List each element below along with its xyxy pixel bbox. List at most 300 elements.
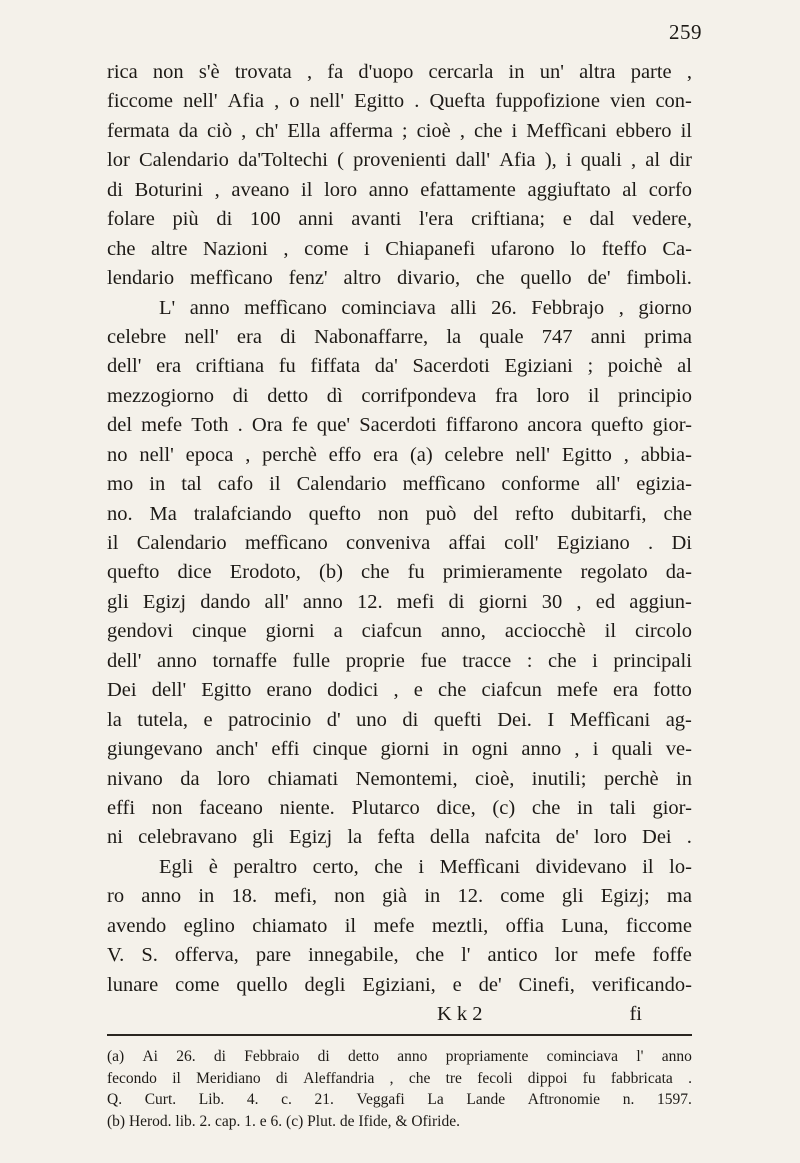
word: mefi bbox=[396, 590, 435, 613]
word: all' bbox=[595, 473, 621, 496]
word: ch' bbox=[255, 119, 279, 142]
word: già bbox=[382, 885, 408, 908]
word: de' bbox=[478, 973, 502, 996]
word: V. bbox=[107, 944, 125, 967]
word: provenienti bbox=[353, 149, 447, 172]
footnote-line bbox=[107, 1089, 692, 1111]
word: cominciava bbox=[341, 296, 436, 319]
footnote-word: che bbox=[408, 1069, 431, 1087]
word: ro bbox=[107, 885, 125, 908]
text-line bbox=[107, 912, 692, 941]
text-line bbox=[107, 264, 692, 293]
word: Afia bbox=[499, 149, 536, 172]
word: giungevano bbox=[107, 738, 203, 761]
word: , bbox=[274, 90, 280, 113]
footnote-line bbox=[107, 1068, 692, 1090]
word: pare bbox=[255, 944, 292, 967]
word: cioè, bbox=[475, 767, 515, 790]
word: i bbox=[592, 738, 599, 761]
word: no. bbox=[107, 502, 133, 525]
word: non bbox=[334, 885, 365, 908]
word: ficcome bbox=[107, 90, 174, 113]
text-line bbox=[107, 87, 692, 116]
text-line bbox=[107, 58, 692, 87]
word: . bbox=[237, 414, 243, 437]
word: , bbox=[630, 149, 637, 172]
text-line bbox=[107, 294, 692, 323]
text-line bbox=[107, 706, 692, 735]
footnote-word: fu bbox=[582, 1069, 596, 1087]
word: conveniva bbox=[346, 532, 431, 554]
word: anni bbox=[590, 325, 626, 348]
footnote-word: La bbox=[427, 1091, 444, 1108]
footnote-word: Q. bbox=[107, 1091, 123, 1108]
word: da bbox=[180, 767, 200, 790]
word: Nazioni bbox=[202, 237, 268, 260]
word: dì bbox=[326, 384, 343, 407]
word: certo, bbox=[312, 855, 359, 878]
footnote-word: 1597. bbox=[656, 1091, 692, 1108]
footnote-word: Aleffandria bbox=[303, 1069, 375, 1087]
word: 100 bbox=[249, 208, 281, 231]
word: Egiziani, bbox=[362, 973, 436, 996]
footnote-word: . bbox=[688, 1069, 692, 1087]
word: era bbox=[156, 355, 182, 378]
word: Ca- bbox=[662, 237, 692, 260]
word: di bbox=[280, 325, 297, 348]
word: I bbox=[547, 708, 555, 731]
word: effi bbox=[271, 738, 300, 761]
word: : bbox=[526, 649, 533, 672]
word: Meffìcani bbox=[526, 119, 607, 142]
word: ag- bbox=[665, 708, 692, 731]
footnote-word: 26. bbox=[176, 1048, 196, 1065]
word: ed bbox=[595, 590, 616, 613]
footnotes bbox=[107, 1046, 692, 1132]
word: in bbox=[424, 885, 441, 908]
word: o bbox=[289, 90, 300, 113]
word: il bbox=[107, 532, 119, 554]
footnote-word: tre bbox=[445, 1069, 462, 1087]
word: criftiana; bbox=[471, 208, 546, 231]
word: Febbrajo bbox=[531, 296, 605, 319]
word: di bbox=[402, 708, 419, 731]
word: in bbox=[442, 738, 459, 761]
footnote-word: Lande bbox=[466, 1091, 506, 1108]
word: (a) bbox=[409, 443, 433, 466]
word: conforme bbox=[501, 473, 580, 496]
word: giorno bbox=[638, 296, 692, 319]
footnote-word: fabbricata bbox=[610, 1069, 673, 1087]
footnote-word: dippoi bbox=[527, 1069, 568, 1087]
word: corfo bbox=[648, 178, 692, 201]
word: tracce bbox=[462, 649, 512, 672]
word: gendovi bbox=[107, 620, 174, 643]
text-line bbox=[107, 117, 692, 146]
text-line bbox=[107, 500, 692, 529]
word: più bbox=[172, 208, 199, 231]
word: dal bbox=[589, 208, 615, 231]
footnote-line: (b) Herod. lib. 2. cap. 1. e 6. (c) Plut. de Ifide, & Ofiride. bbox=[107, 1112, 460, 1130]
word: all' bbox=[264, 590, 289, 613]
word: inutili; bbox=[531, 767, 587, 790]
footnote-word: (a) bbox=[107, 1048, 125, 1065]
word: chiamato bbox=[252, 914, 328, 937]
word: , bbox=[245, 443, 251, 466]
text-line bbox=[107, 470, 692, 499]
word: era bbox=[613, 679, 639, 702]
word: quello bbox=[236, 973, 288, 996]
word: dubitarfi, bbox=[570, 502, 647, 525]
word: faceano bbox=[199, 796, 263, 819]
text-line bbox=[107, 735, 692, 764]
word: , bbox=[623, 443, 629, 466]
word: detto bbox=[267, 384, 309, 407]
word: di bbox=[448, 590, 465, 613]
word: lor bbox=[554, 944, 578, 967]
footnote-word: di bbox=[317, 1048, 330, 1065]
word: al bbox=[645, 149, 661, 172]
word: nell' bbox=[183, 90, 218, 113]
word: la bbox=[446, 325, 462, 348]
word: non bbox=[152, 61, 184, 83]
word: tralafciando bbox=[193, 502, 292, 525]
word: in bbox=[508, 61, 525, 83]
word: gior- bbox=[652, 414, 692, 437]
word: dividevano bbox=[535, 855, 627, 878]
word: Egitto bbox=[354, 90, 405, 113]
word: perchè bbox=[603, 767, 659, 790]
word: Egli bbox=[159, 855, 194, 878]
word: a bbox=[333, 620, 343, 643]
word: Dei. bbox=[497, 708, 532, 731]
word: che bbox=[531, 796, 561, 819]
word: da- bbox=[665, 561, 692, 584]
word: e bbox=[203, 708, 213, 731]
word: Meffìcani bbox=[439, 855, 521, 878]
word: , bbox=[283, 237, 289, 260]
word: primieramente bbox=[442, 561, 563, 584]
text-line bbox=[107, 941, 692, 970]
word: , bbox=[574, 738, 580, 761]
word: patrocinio bbox=[228, 708, 312, 731]
word: parte bbox=[630, 61, 672, 83]
word: mefe bbox=[594, 944, 636, 967]
word: fefta bbox=[377, 826, 415, 849]
word: lo bbox=[570, 237, 587, 260]
word: criftiana bbox=[195, 355, 265, 378]
word: non bbox=[151, 796, 183, 819]
text-line bbox=[107, 588, 692, 617]
word: fu bbox=[278, 355, 296, 378]
word: fteffo bbox=[601, 237, 647, 260]
text-line bbox=[107, 558, 692, 587]
word: effo bbox=[328, 443, 362, 466]
word: la bbox=[347, 826, 363, 849]
word: quali bbox=[580, 149, 622, 172]
footnote-word: Febbraio bbox=[244, 1048, 300, 1065]
word: vien bbox=[610, 90, 646, 113]
signature-mark: K k 2 bbox=[437, 1003, 483, 1025]
word: dall' bbox=[455, 149, 491, 172]
word: , bbox=[214, 178, 220, 201]
word: e bbox=[452, 973, 462, 996]
word: anno bbox=[157, 649, 197, 672]
word: chiamati bbox=[267, 767, 339, 790]
word: ve- bbox=[665, 738, 692, 761]
word: quefto bbox=[591, 414, 644, 437]
word: di bbox=[107, 178, 123, 201]
word: ebbero bbox=[615, 119, 672, 142]
word: Plutarco bbox=[351, 796, 420, 819]
word: refto bbox=[515, 502, 554, 525]
word: fimboli. bbox=[626, 267, 692, 290]
word: . bbox=[414, 90, 420, 113]
word: mefi, bbox=[274, 885, 317, 908]
word: di bbox=[216, 208, 233, 231]
word: ciò bbox=[207, 119, 233, 142]
footnote-word: Veggafi bbox=[356, 1091, 405, 1108]
word: ficcome bbox=[625, 914, 692, 937]
text-line bbox=[107, 176, 692, 205]
word: aveano bbox=[231, 178, 290, 201]
word: tornaffe bbox=[212, 649, 277, 672]
word: ( bbox=[337, 149, 344, 172]
word: fuppofizione bbox=[495, 90, 601, 113]
text-line bbox=[107, 235, 692, 264]
text-line bbox=[107, 205, 692, 234]
word: come bbox=[500, 885, 545, 908]
word: i bbox=[565, 149, 572, 172]
word: abbia- bbox=[640, 443, 692, 466]
word: altro bbox=[343, 267, 382, 290]
footnote-word: Curt. bbox=[144, 1091, 177, 1108]
word: quali bbox=[611, 738, 653, 761]
word: anno bbox=[368, 178, 409, 201]
word: anni bbox=[298, 208, 334, 231]
word: avendo bbox=[107, 914, 167, 937]
word: loro bbox=[536, 384, 570, 407]
footnote-word: il bbox=[172, 1069, 181, 1087]
word: anch' bbox=[215, 738, 259, 761]
footnote-word: detto bbox=[348, 1048, 379, 1065]
word: che bbox=[415, 944, 445, 967]
word: dell' bbox=[107, 355, 142, 378]
footnote-word: n. bbox=[622, 1091, 635, 1108]
word: del bbox=[107, 414, 133, 437]
word: Sacerdoti bbox=[359, 414, 437, 437]
word: ni bbox=[107, 826, 123, 849]
word: fa bbox=[327, 61, 344, 83]
footnote-word: cominciava bbox=[546, 1048, 619, 1065]
word: cercarla bbox=[428, 61, 494, 83]
word: , bbox=[576, 590, 582, 613]
word: celebravano bbox=[138, 826, 238, 849]
word: meffìcano bbox=[244, 296, 327, 319]
word: lor bbox=[107, 149, 130, 172]
footnote-word: Ai bbox=[142, 1048, 158, 1065]
word: , bbox=[686, 61, 692, 83]
word: Ora bbox=[251, 414, 283, 437]
word: in bbox=[198, 885, 215, 908]
word: Egiziano bbox=[556, 532, 630, 554]
word: Sacerdoti bbox=[412, 355, 490, 378]
word: nell' bbox=[309, 90, 345, 113]
word: loro bbox=[593, 826, 627, 849]
word: d'uopo bbox=[358, 61, 414, 83]
word: d' bbox=[326, 708, 341, 731]
word: Egitto bbox=[201, 679, 252, 702]
footnote-word: Aftronomie bbox=[527, 1091, 601, 1108]
word: cafo bbox=[217, 473, 254, 496]
word: i bbox=[364, 237, 370, 260]
word: loro bbox=[217, 767, 251, 790]
word: lendario bbox=[107, 267, 175, 290]
footnote-word: di bbox=[275, 1069, 288, 1087]
word: dell' bbox=[107, 649, 142, 672]
word: L' bbox=[159, 296, 176, 319]
word: tutela, bbox=[137, 708, 188, 731]
word: e bbox=[562, 208, 572, 231]
word: Ma bbox=[149, 502, 177, 525]
word: quale bbox=[479, 325, 524, 348]
word: nafcita bbox=[484, 826, 541, 849]
footnote-word: l' bbox=[636, 1048, 644, 1065]
word: nell' bbox=[184, 325, 219, 348]
word: gli bbox=[107, 590, 129, 613]
word: un' bbox=[539, 61, 564, 83]
footnote-word: Lib. bbox=[198, 1091, 225, 1108]
word: altra bbox=[579, 61, 616, 83]
word: proprie bbox=[345, 649, 405, 672]
word: in bbox=[149, 473, 166, 496]
word: mezzogiorno bbox=[107, 384, 215, 407]
word: in bbox=[576, 796, 593, 819]
word: ancora bbox=[527, 414, 582, 437]
word: ciafcun bbox=[481, 679, 542, 702]
word: anno bbox=[302, 590, 343, 613]
word: Egiziani bbox=[504, 355, 573, 378]
word: giorni bbox=[478, 590, 528, 613]
word: trovata bbox=[234, 61, 292, 83]
word: ciafcun bbox=[361, 620, 422, 643]
word: regolato bbox=[580, 561, 648, 584]
word: dice, bbox=[436, 796, 476, 819]
word: antico bbox=[487, 944, 538, 967]
word: i bbox=[592, 649, 598, 672]
word: il bbox=[642, 855, 654, 878]
word: efattamente bbox=[420, 178, 516, 201]
word: Afia bbox=[227, 90, 265, 113]
word: no bbox=[107, 443, 128, 466]
word: come bbox=[304, 237, 349, 260]
word: al bbox=[622, 178, 638, 201]
word: il bbox=[344, 914, 357, 937]
word: quefti bbox=[433, 708, 482, 731]
footnote-word: Meridiano bbox=[196, 1069, 261, 1087]
word: mefe bbox=[556, 679, 598, 702]
footnote-word: 21. bbox=[314, 1091, 334, 1108]
word: dell' bbox=[151, 679, 187, 702]
word: fe bbox=[291, 414, 308, 437]
word: 747 bbox=[541, 325, 573, 348]
word: mefe bbox=[373, 914, 415, 937]
word: loro bbox=[324, 178, 358, 201]
word: fulle bbox=[292, 649, 331, 672]
word: rica bbox=[107, 61, 138, 83]
word: l' bbox=[461, 944, 471, 967]
word: principali bbox=[613, 649, 692, 672]
word: egizia- bbox=[636, 473, 692, 496]
word: circolo bbox=[635, 620, 692, 643]
word: era bbox=[373, 443, 399, 466]
word: peraltro bbox=[233, 855, 298, 878]
word: vedere, bbox=[632, 208, 692, 231]
word: . bbox=[686, 826, 692, 849]
word: da'Toltechi bbox=[238, 149, 328, 172]
text-line bbox=[107, 617, 692, 646]
word: innegabile, bbox=[308, 944, 399, 967]
word: meztli, bbox=[431, 914, 489, 937]
text-line bbox=[107, 647, 692, 676]
word: Quefta bbox=[429, 90, 486, 113]
footnote-word: c. bbox=[281, 1091, 292, 1108]
word: Egizj bbox=[142, 590, 187, 613]
word: quello bbox=[520, 267, 572, 290]
word: fiffata bbox=[310, 355, 361, 378]
text-line bbox=[107, 971, 692, 1000]
word: fu bbox=[407, 561, 425, 584]
word: mefe bbox=[141, 414, 183, 437]
word: , bbox=[241, 119, 247, 142]
word: divario, bbox=[396, 267, 461, 290]
word: che bbox=[361, 561, 390, 584]
footnote-line bbox=[107, 1046, 692, 1068]
word: lunare bbox=[107, 973, 159, 996]
footnote-rule bbox=[107, 1034, 692, 1036]
text-line bbox=[107, 765, 692, 794]
word: tali bbox=[609, 796, 636, 819]
word: Luna, bbox=[561, 914, 609, 937]
text-line bbox=[107, 411, 692, 440]
word: quefto bbox=[308, 502, 361, 525]
word: meffìcano bbox=[190, 267, 273, 290]
word: Calendario bbox=[296, 473, 387, 496]
word: foffe bbox=[652, 944, 692, 967]
word: fiffarono bbox=[445, 414, 519, 437]
text-line bbox=[107, 382, 692, 411]
footnote-word: anno bbox=[397, 1048, 428, 1065]
catchword: fi bbox=[629, 1003, 642, 1025]
word: nell' bbox=[139, 443, 174, 466]
word: Dei bbox=[107, 679, 137, 702]
word: mo bbox=[107, 473, 134, 496]
word: ; bbox=[587, 355, 594, 378]
word: può bbox=[425, 502, 457, 525]
word: prima bbox=[644, 325, 692, 348]
word: fotto bbox=[653, 679, 692, 702]
word: cinque bbox=[192, 620, 247, 643]
word: perchè bbox=[262, 443, 317, 466]
word: che bbox=[476, 267, 505, 290]
word: della bbox=[429, 826, 470, 849]
word: Meffìcani bbox=[569, 708, 651, 731]
word: lo- bbox=[669, 855, 692, 878]
main-text bbox=[107, 58, 692, 1029]
word: fenz' bbox=[288, 267, 328, 290]
word: offia bbox=[505, 914, 544, 937]
word: ; bbox=[401, 119, 408, 142]
